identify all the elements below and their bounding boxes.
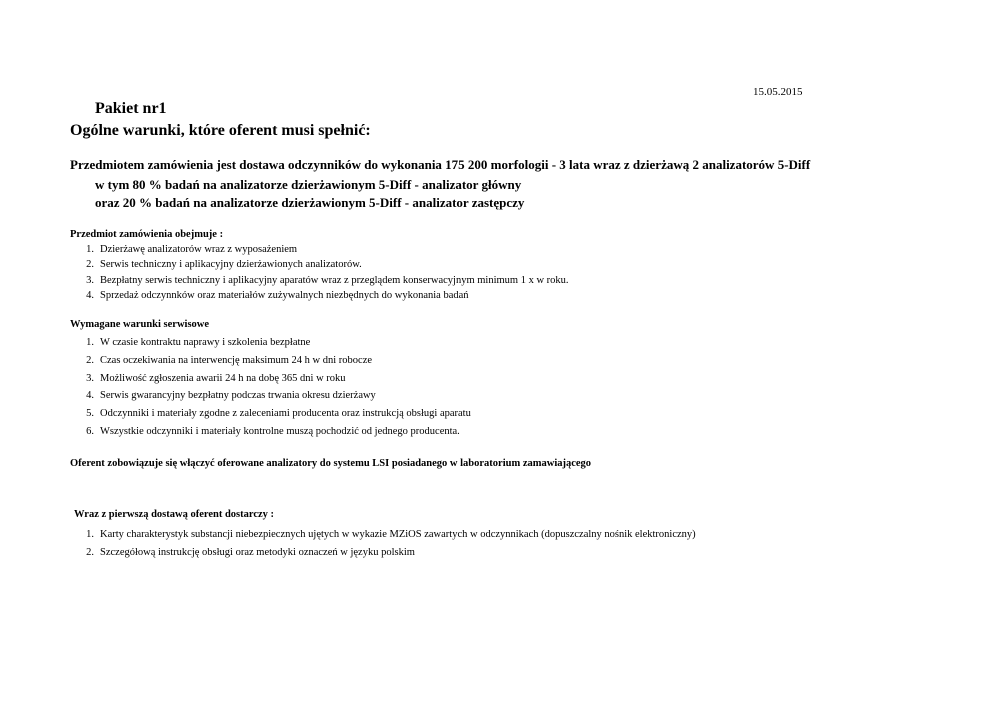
item-text: Możliwość zgłoszenia awarii 24 h na dobę 365 dni w roku [100, 372, 346, 384]
item-text: Szczegółową instrukcję obsługi oraz metodyki oznaczeń w języku polskim [100, 546, 415, 558]
list-item [78, 387, 471, 405]
item-text: Sprzedaż odczynnków oraz materiałów zużywalnych niezbędnych do wykonania badań [100, 289, 469, 301]
supply-list [78, 526, 696, 561]
list-item [78, 257, 569, 272]
list-item [78, 273, 569, 288]
item-number: 1. [86, 529, 94, 540]
item-text: Wszystkie odczynniki i materiały kontrolne muszą pochodzić od jednego producenta. [100, 425, 460, 437]
list-item [78, 405, 471, 423]
list-item [78, 370, 471, 388]
item-text: Odczynniki i materiały zgodne z zaleceniami producenta oraz instrukcją obsługi aparatu [100, 408, 471, 420]
general-conditions-title: Ogólne warunki, które oferent musi spełnić: [70, 122, 371, 139]
item-text: W czasie kontraktu naprawy i szkolenia bezpłatne [100, 337, 311, 348]
item-number: 4. [86, 289, 94, 301]
item-number: 1. [86, 244, 94, 255]
subject-line-1: Przedmiotem zamówienia jest dostawa odczynników do wykonania 175 200 morfologii - 3 lata wraz z dzierżawą 2 analizatorów 5-Diff [70, 157, 811, 172]
item-number: 5. [86, 408, 94, 420]
item-text: Serwis techniczny i aplikacyjny dzierżawionych analizatorów. [100, 259, 362, 271]
list-item [78, 526, 696, 544]
list-item [78, 242, 569, 257]
scope-heading: Przedmiot zamówienia obejmuje : [70, 229, 224, 240]
list-item [78, 423, 471, 441]
service-list [78, 334, 471, 441]
list-item [78, 352, 471, 370]
item-number: 1. [86, 337, 94, 348]
item-text: Czas oczekiwania na interwencję maksimum 24 h w dni robocze [100, 354, 373, 366]
scope-list [78, 242, 569, 303]
item-text: Karty charakterystyk substancji niebezpiecznych ujętych w wykazie MZiOS zawartych w odczynnikach (dopuszczalny nośnik elektroniczny) [100, 529, 696, 540]
item-number: 3. [86, 274, 94, 286]
subject-line-2: w tym 80 % badań na analizatorze dzierżawionym 5-Diff - analizator główny [95, 177, 522, 192]
list-item [78, 544, 696, 562]
package-title: Pakiet nr1 [95, 100, 167, 117]
item-text: Bezpłatny serwis techniczny i aplikacyjny aparatów wraz z przeglądem konserwacyjnym minimum 1 x w roku. [100, 274, 569, 286]
item-text: Dzierżawę analizatorów wraz z wyposażeniem [100, 244, 298, 255]
list-item [78, 334, 471, 352]
item-number: 2. [86, 546, 94, 558]
item-number: 4. [86, 390, 94, 402]
item-text: Serwis gwarancyjny bezpłatny podczas trwania okresu dzierżawy [100, 390, 376, 402]
oferent-statement: Oferent zobowiązuje się włączyć oferowane analizatory do systemu LSI posiadanego w laboratorium zamawiającego [70, 458, 592, 469]
subject-line-3: oraz 20 % badań na analizatorze dzierżawionym 5-Diff - analizator zastępczy [95, 195, 525, 210]
item-number: 2. [86, 354, 94, 366]
item-number: 6. [86, 425, 94, 437]
list-item [78, 288, 569, 303]
item-number: 2. [86, 259, 94, 271]
service-heading: Wymagane warunki serwisowe [70, 319, 210, 330]
item-number: 3. [86, 372, 94, 384]
document-date: 15.05.2015 [753, 86, 803, 98]
supply-heading: Wraz z pierwszą dostawą oferent dostarczy : [74, 509, 275, 520]
